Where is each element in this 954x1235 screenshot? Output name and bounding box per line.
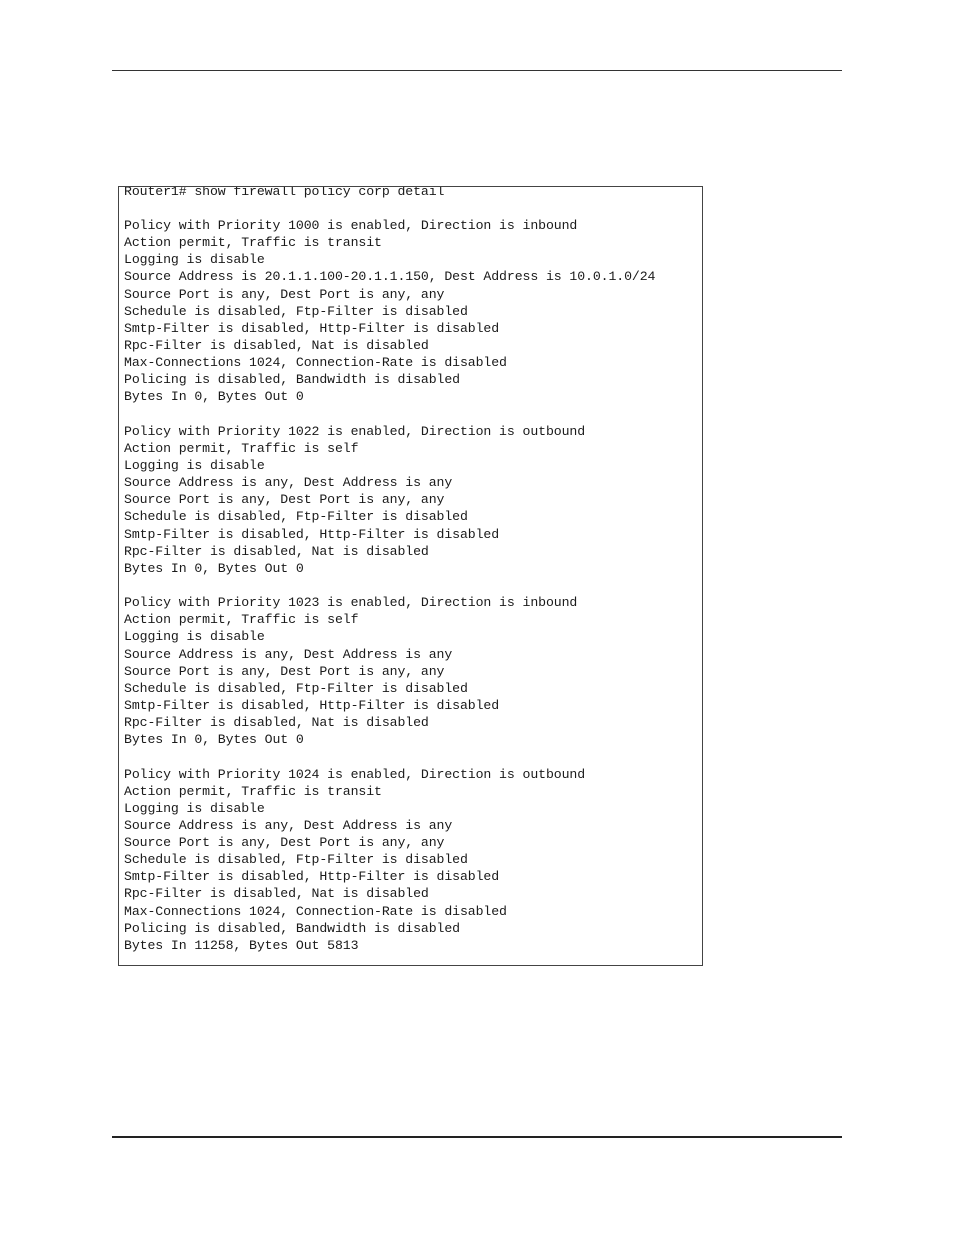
cli-line xyxy=(124,406,655,423)
cli-line: Schedule is disabled, Ftp-Filter is disabled xyxy=(124,680,468,696)
cli-line: Rpc-Filter is disabled, Nat is disabled xyxy=(124,337,429,353)
cli-line: Source Address is 20.1.1.100-20.1.1.150, Dest Address is 10.0.1.0/24 xyxy=(124,269,656,285)
cli-line: Logging is disable xyxy=(124,629,265,645)
cli-line: Source Address is any, Dest Address is any xyxy=(124,475,453,491)
cli-line: Rpc-Filter is disabled, Nat is disabled xyxy=(124,543,429,559)
cli-line: Bytes In 0, Bytes Out 0 xyxy=(124,732,304,748)
cli-line: Action permit, Traffic is transit xyxy=(124,783,382,799)
cli-line: Rpc-Filter is disabled, Nat is disabled xyxy=(124,886,429,902)
cli-line: Source Port is any, Dest Port is any, any xyxy=(124,835,445,851)
cli-line: Smtp-Filter is disabled, Http-Filter is disabled xyxy=(124,526,500,542)
cli-line: Source Address is any, Dest Address is any xyxy=(124,817,453,833)
cli-line xyxy=(124,748,655,765)
cli-line: Policing is disabled, Bandwidth is disabled xyxy=(124,372,460,388)
cli-line: Max-Connections 1024, Connection-Rate is disabled xyxy=(124,903,507,919)
cli-output-box xyxy=(118,186,703,966)
cli-line: Policy with Priority 1000 is enabled, Direction is inbound xyxy=(124,218,578,233)
cli-line: Smtp-Filter is disabled, Http-Filter is disabled xyxy=(124,697,500,713)
cli-line: Logging is disable xyxy=(124,800,265,816)
cli-line: Schedule is disabled, Ftp-Filter is disabled xyxy=(124,509,468,525)
cli-line: Action permit, Traffic is transit xyxy=(124,235,382,251)
cli-line: Action permit, Traffic is self xyxy=(124,612,359,628)
cli-line: Source Port is any, Dest Port is any, any xyxy=(124,492,445,508)
cli-line: Smtp-Filter is disabled, Http-Filter is disabled xyxy=(124,320,500,336)
cli-line: Source Port is any, Dest Port is any, any xyxy=(124,286,445,302)
cli-line: Bytes In 11258, Bytes Out 5813 xyxy=(124,937,359,953)
cli-line: Source Port is any, Dest Port is any, any xyxy=(124,663,445,679)
cli-line: Schedule is disabled, Ftp-Filter is disabled xyxy=(124,303,468,319)
cli-line: Policy with Priority 1024 is enabled, Direction is outbound xyxy=(124,766,586,782)
cli-line: Max-Connections 1024, Connection-Rate is disabled xyxy=(124,355,507,371)
cli-line: Policing is disabled, Bandwidth is disabled xyxy=(124,920,460,936)
cli-command-line: Router1# show firewall policy corp detail xyxy=(124,186,445,199)
cli-line: Bytes In 0, Bytes Out 0 xyxy=(124,560,304,576)
cli-line: Source Address is any, Dest Address is any xyxy=(124,646,453,662)
cli-line: Policy with Priority 1022 is enabled, Direction is outbound xyxy=(124,423,586,439)
cli-line: Schedule is disabled, Ftp-Filter is disabled xyxy=(124,852,468,868)
cli-line: Logging is disable xyxy=(124,457,265,473)
footer-rule xyxy=(112,1136,842,1138)
header-rule xyxy=(112,70,842,71)
cli-line: Rpc-Filter is disabled, Nat is disabled xyxy=(124,715,429,731)
cli-line: Policy with Priority 1023 is enabled, Direction is inbound xyxy=(124,595,578,611)
cli-output xyxy=(124,217,655,954)
cli-line: Logging is disable xyxy=(124,252,265,268)
cli-line: Action permit, Traffic is self xyxy=(124,440,359,456)
cli-line: Bytes In 0, Bytes Out 0 xyxy=(124,389,304,405)
cli-line xyxy=(124,577,655,594)
cli-line: Smtp-Filter is disabled, Http-Filter is disabled xyxy=(124,869,500,885)
